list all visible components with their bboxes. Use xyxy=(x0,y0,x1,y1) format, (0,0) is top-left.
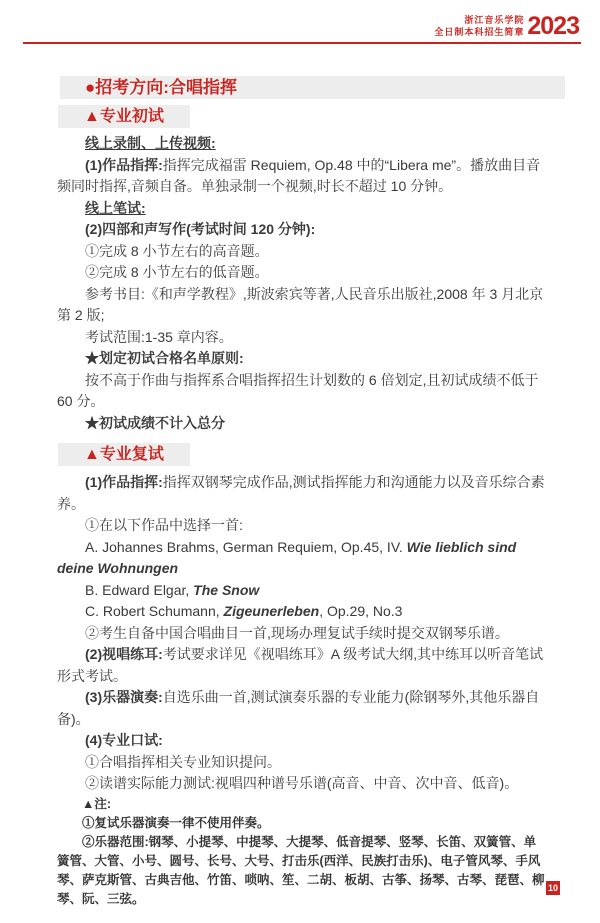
text-run: (1)作品指挥: xyxy=(85,156,163,173)
text-run: ②考生自备中国合唱曲目一首,现场办理复试手续时提交双钢琴乐谱。 xyxy=(85,624,509,641)
paragraph xyxy=(57,752,545,774)
text-run: (2)视唱练耳: xyxy=(85,646,163,662)
paragraph xyxy=(57,241,545,263)
text-run: (1)作品指挥: xyxy=(85,474,163,490)
text-run: 指挥完成福雷 Requiem, Op.48 中的“Libera me”。播放曲目音频同时指挥,音频自备。单独录制一个视频,时长不超过 10 分钟。 xyxy=(57,156,541,194)
text-run: B. Edward Elgar, xyxy=(85,581,194,598)
text-run: 参考书目:《和声学教程》,斯波索宾等著,人民音乐出版社,2008 年 3 月北京第 2 版; xyxy=(57,285,544,323)
text-run: (4)专业口试: xyxy=(85,732,163,748)
text-run: 指挥双钢琴完成作品,测试指挥能力和沟通能力以及音乐综合素养。 xyxy=(57,474,545,512)
paragraph xyxy=(57,580,545,602)
paragraph xyxy=(57,198,545,220)
header-divider xyxy=(23,42,581,44)
subsection-row-initial-exam xyxy=(57,105,545,128)
triangle-icon: ▲ xyxy=(84,446,100,463)
triangle-icon: ▲ xyxy=(84,108,100,125)
paragraph xyxy=(57,413,545,435)
text-run: (2)四部和声写作(考试时间 120 分钟): xyxy=(85,221,316,237)
page-title-bar xyxy=(60,76,565,99)
text-run: 考试范围:1-35 章内容。 xyxy=(85,328,233,345)
header-titles xyxy=(434,15,524,38)
text-run: Wie lieblich sind deine Wohnungen xyxy=(57,538,517,576)
brochure-title: 全日制本科招生简章 xyxy=(434,26,525,37)
paragraph xyxy=(57,348,545,370)
paragraph xyxy=(57,262,545,284)
text-run: ▲注: xyxy=(82,796,112,811)
page-number-badge xyxy=(546,881,560,895)
paragraph xyxy=(57,730,545,752)
subsection-label: 专业复试 xyxy=(99,446,164,463)
paragraph xyxy=(57,370,545,413)
text-run: The Snow xyxy=(193,581,260,598)
text-run: 考试要求详见《视唱练耳》A 级考试大纲,其中练耳以听音笔试形式考试。 xyxy=(57,646,544,684)
text-run: ①复试乐器演奏一律不使用伴奏。 xyxy=(82,815,270,830)
text-run: ②完成 8 小节左右的低音题。 xyxy=(85,264,269,280)
initial-exam-body xyxy=(57,133,545,434)
paragraph xyxy=(57,133,545,155)
paragraph xyxy=(57,219,545,241)
text-run: ②读谱实际能力测试:视唱四种谱号乐谱(高音、中音、次中音、低音)。 xyxy=(85,775,519,791)
subsection-label: 专业初试 xyxy=(99,108,164,125)
paragraph xyxy=(57,833,545,909)
page-header xyxy=(0,0,600,44)
text-run: 线上笔试: xyxy=(85,199,146,216)
paragraph xyxy=(57,773,545,795)
bullet-icon: ● xyxy=(85,78,96,97)
subsection-heading-final-exam xyxy=(58,443,190,466)
header-brand xyxy=(0,14,600,39)
paragraph xyxy=(57,814,545,833)
paragraph xyxy=(57,687,545,730)
text-run: ★划定初试合格名单原则: xyxy=(85,350,244,366)
text-run: (3)乐器演奏: xyxy=(85,689,163,705)
paragraph xyxy=(57,515,545,537)
text-run: ★初试成绩不计入总分 xyxy=(85,414,225,431)
text-run: C. Robert Schumann, xyxy=(85,603,224,619)
text-run: 按不高于作曲与指挥系合唱指挥招生计划数的 6 倍划定,且初试成绩不低于 60 分。 xyxy=(57,371,539,409)
paragraph xyxy=(57,623,545,645)
paragraph xyxy=(57,472,545,515)
text-run: ①完成 8 小节左右的高音题。 xyxy=(85,242,269,259)
paragraph xyxy=(57,537,545,580)
final-exam-body xyxy=(57,472,545,909)
page-number: 10 xyxy=(547,883,558,893)
text-run: ①在以下作品中选择一首: xyxy=(85,517,243,533)
page-title: 招考方向:合唱指挥 xyxy=(95,78,237,97)
school-name: 浙江音乐学院 xyxy=(464,15,525,25)
paragraph xyxy=(57,601,545,623)
subsection-row-final-exam xyxy=(57,443,545,466)
paragraph xyxy=(57,155,545,198)
paragraph xyxy=(57,644,545,687)
paragraph xyxy=(57,795,545,814)
paragraph xyxy=(57,284,545,327)
text-run: ②乐器范围:钢琴、小提琴、中提琴、大提琴、低音提琴、竖琴、长笛、双簧管、单簧管、大管、小号、圆号、长号、大号、打击乐(西洋、民族打击乐)、电子管风琴、手风琴、萨克斯管、古典吉他、竹笛、唢呐、笙、二胡、板胡、古筝、扬琴、古琴、琵琶、柳琴、阮、三弦。 xyxy=(57,834,545,906)
year-label: 2023 xyxy=(527,12,579,40)
text-run: 线上录制、上传视频: xyxy=(85,135,216,151)
text-run: , Op.29, No.3 xyxy=(319,603,403,619)
content xyxy=(0,76,600,909)
text-run: Zigeunerleben xyxy=(223,603,320,619)
paragraph xyxy=(57,327,545,349)
subsection-heading-initial-exam xyxy=(58,105,190,128)
text-run: 自选乐曲一首,测试演奏乐器的专业能力(除钢琴外,其他乐器自备)。 xyxy=(57,689,540,727)
text-run: A. Johannes Brahms, German Requiem, Op.45, IV. xyxy=(85,538,407,555)
text-run: ①合唱指挥相关专业知识提问。 xyxy=(85,753,281,770)
